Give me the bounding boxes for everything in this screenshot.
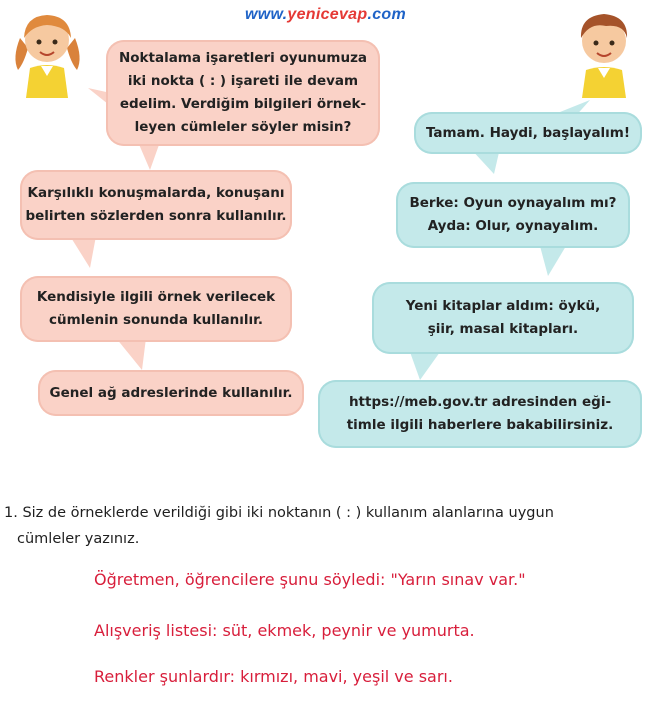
- speech-bubble-right-4: [318, 380, 642, 448]
- question-line-1: 1. Siz de örneklerde verildiği gibi iki noktanın ( : ) kullanım alanlarına uygun: [4, 505, 554, 521]
- bubble-line: Tamam. Haydi, başlayalım!: [425, 124, 631, 141]
- bubble-line: Karşılıklı konuşmalarda, konuşanı: [27, 185, 285, 201]
- bubble-line: Kendisiyle ilgili örnek verilecek: [36, 289, 276, 305]
- bubble-tail-left-4: [116, 338, 146, 370]
- bubble-line: şiir, masal kitapları.: [427, 321, 579, 337]
- answer-line-3: Renkler şunlardır: kırmızı, mavi, yeşil ve sarı.: [94, 667, 453, 686]
- speech-bubble-left-1: [106, 40, 380, 146]
- speech-bubble-left-2: [20, 170, 292, 240]
- bubble-line: Ayda: Olur, oynayalım.: [427, 218, 599, 234]
- bubble-line: timle ilgili haberlere bakabilirsiniz.: [346, 417, 614, 433]
- speech-bubble-left-4: [38, 370, 304, 416]
- bubble-line: Genel ağ adreslerinde kullanılır.: [49, 384, 293, 401]
- bubble-line: Berke: Oyun oynayalım mı?: [409, 195, 617, 211]
- bubble-line: Yeni kitaplar aldım: öykü,: [405, 298, 601, 314]
- site-suffix: .com: [367, 6, 407, 23]
- bubble-line: edelim. Verdiğim bilgileri örnek-: [119, 96, 367, 112]
- site-prefix: www.: [244, 6, 288, 23]
- question-line-2: cümleler yazınız.: [17, 531, 140, 547]
- bubble-tail-left-2: [138, 142, 160, 170]
- speech-bubble-right-2: [396, 182, 630, 248]
- bubble-tail-right-3: [410, 352, 440, 380]
- bubble-line: belirten sözlerden sonra kullanılır.: [25, 208, 287, 224]
- bubble-line: https://meb.gov.tr adresinden eği-: [348, 394, 612, 410]
- answer-line-1: Öğretmen, öğrencilere şunu söyledi: "Yarın sınav var.": [94, 570, 526, 589]
- answer-line-2: Alışveriş listesi: süt, ekmek, peynir ve yumurta.: [94, 621, 475, 640]
- bubble-tail-left-3: [70, 236, 96, 268]
- bubble-line: leyen cümleler söyler misin?: [134, 119, 352, 135]
- bubble-line: Noktalama işaretleri oyunumuza: [118, 50, 368, 66]
- speech-bubble-right-1: [414, 112, 642, 154]
- speech-bubble-left-3: [20, 276, 292, 342]
- speech-bubble-right-3: [372, 282, 634, 354]
- exercise-question: [4, 500, 554, 552]
- site-mark: yenicevap: [287, 6, 368, 23]
- bubble-line: iki nokta ( : ) işareti ile devam: [127, 73, 359, 89]
- bubble-line: cümlenin sonunda kullanılır.: [49, 312, 263, 328]
- bubble-tail-right-2: [540, 246, 566, 276]
